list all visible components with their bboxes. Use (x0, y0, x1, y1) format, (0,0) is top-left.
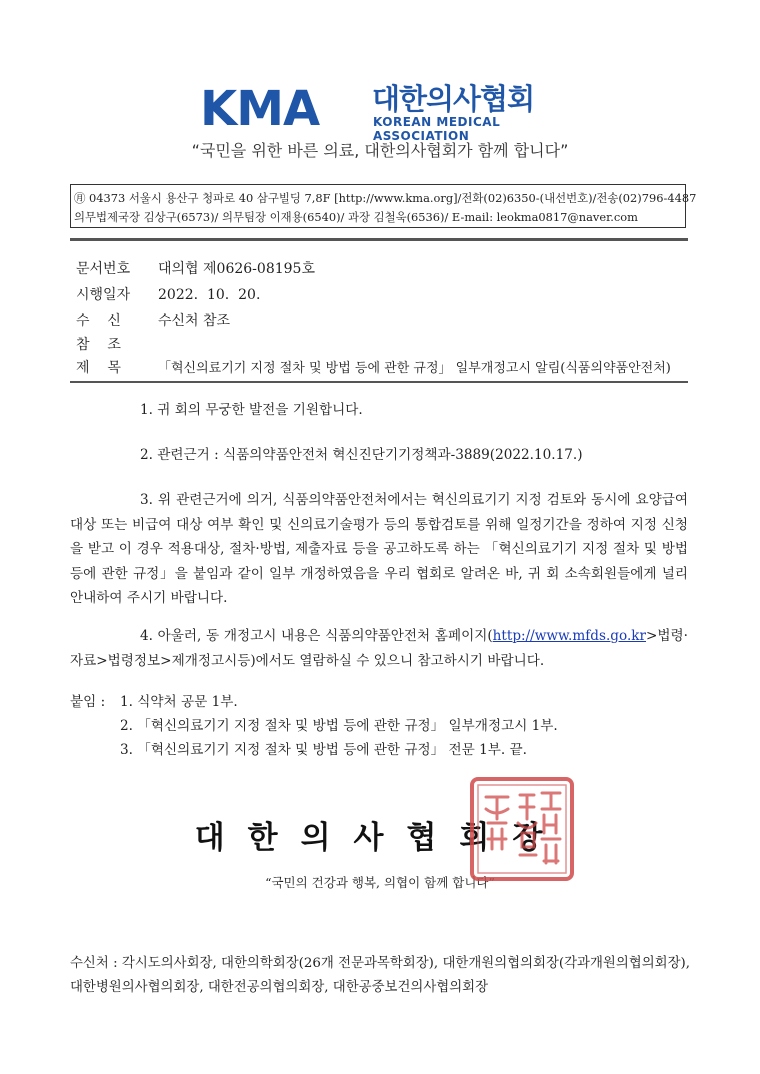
org-name-korean: 대한의사협회 (372, 82, 535, 116)
paragraph-4-text-end: >법령·자료>법령정보>제개정고시등)에서도 열람하실 수 있으니 참고하시기 바랍니다. (70, 628, 688, 669)
meta-value: 대의협 제0626-08195호 (158, 261, 315, 277)
meta-label: 제 목 (76, 360, 121, 376)
paragraph-2: 2. 관련근거 : 식품의약품안전처 혁신진단기기정책과-3889(2022.10.17.) (140, 447, 583, 463)
meta-value: 수신처 참조 (158, 313, 231, 329)
paragraph-4 (70, 624, 688, 673)
meta-subject (76, 357, 671, 377)
meta-date (76, 284, 260, 304)
contact-line-address: ㊊ 04373 서울시 용산구 청파로 40 삼구빌딩 7,8F [http://www.kma.org]/전화(02)6350-(내선번호)/전송(02)796-4487 (74, 191, 697, 205)
official-seal-icon (468, 775, 576, 883)
contact-box (70, 184, 697, 228)
signature-title: 대한의사협회장 (194, 820, 566, 856)
meta-label: 문서번호 (76, 261, 131, 277)
meta-doc-number (76, 258, 315, 278)
org-name-english: KOREAN MEDICAL ASSOCIATION (373, 115, 501, 143)
attachment-item: 2. 「혁신의료기기 지정 절차 및 방법 등에 관한 규정」 일부개정고시 1부. (120, 718, 558, 734)
meta-label: 수 신 (76, 313, 121, 329)
attachment-item: 3. 「혁신의료기기 지정 절차 및 방법 등에 관한 규정」 전문 1부. 끝. (120, 742, 528, 758)
meta-recipient (76, 310, 230, 330)
contact-line-staff: 의무법제국장 김상구(6573)/ 의무팀장 이재용(6540)/ 과장 김철욱(6536)/ E-mail: leokma0817@naver.com (74, 210, 638, 224)
paragraph-3: 3. 위 관련근거에 의거, 식품의약품안전처에서는 혁신의료기기 지정 검토와 동시에 요양급여대상 또는 비급여 대상 여부 확인 및 신의료기술평가 등의 통합검토를 위해 일정기간을 정하여 지정 신청을 받고 이 경우 적용대상, 절차·방법, 제출자료 등을 공고하도록 하는 「혁신의료기기 지정 절차 및 방법 등에 관한 규정」을 붙임과 같이 일부 개정하였음을 우리 협회로 알려온 바, 귀 회 소속회원들에게 널리 안내하여 주시기 바랍니다. (70, 492, 688, 606)
attachments-label: 붙임 : (70, 694, 106, 710)
recipients-list: 수신처 : 각시도의사회장, 대한의학회장(26개 전문과목학회장), 대한개원의협의회장(각과개원의협의회장), 대한병원의사협의회장, 대한전공의협의회장, 대한공중보건의사협의회장 (70, 956, 690, 995)
header-divider (70, 238, 688, 241)
mfds-link[interactable]: http://www.mfds.go.kr (492, 628, 647, 644)
paragraph-4-text: 4. 아울러, 동 개정고시 내용은 식품의약품안전처 홈페이지( (140, 628, 493, 644)
meta-divider (70, 381, 688, 383)
signature-motto: “국민의 건강과 행복, 의협이 함께 합니다” (265, 875, 495, 890)
meta-reference (76, 334, 158, 354)
meta-value: 「혁신의료기기 지정 절차 및 방법 등에 관한 규정」 일부개정고시 알림(식품의약품안전처) (158, 361, 671, 376)
meta-value: 2022. 10. 20. (158, 287, 261, 303)
slogan: “국민을 위한 바른 의료, 대한의사협회가 함께 합니다” (191, 141, 569, 160)
meta-label: 참 조 (76, 337, 121, 353)
attachment-item: 1. 식약처 공문 1부. (120, 694, 238, 710)
meta-label: 시행일자 (76, 287, 131, 303)
kma-logo (200, 81, 570, 143)
logo-mark: KMA (200, 81, 320, 137)
paragraph-1: 1. 귀 회의 무궁한 발전을 기원합니다. (140, 402, 363, 418)
